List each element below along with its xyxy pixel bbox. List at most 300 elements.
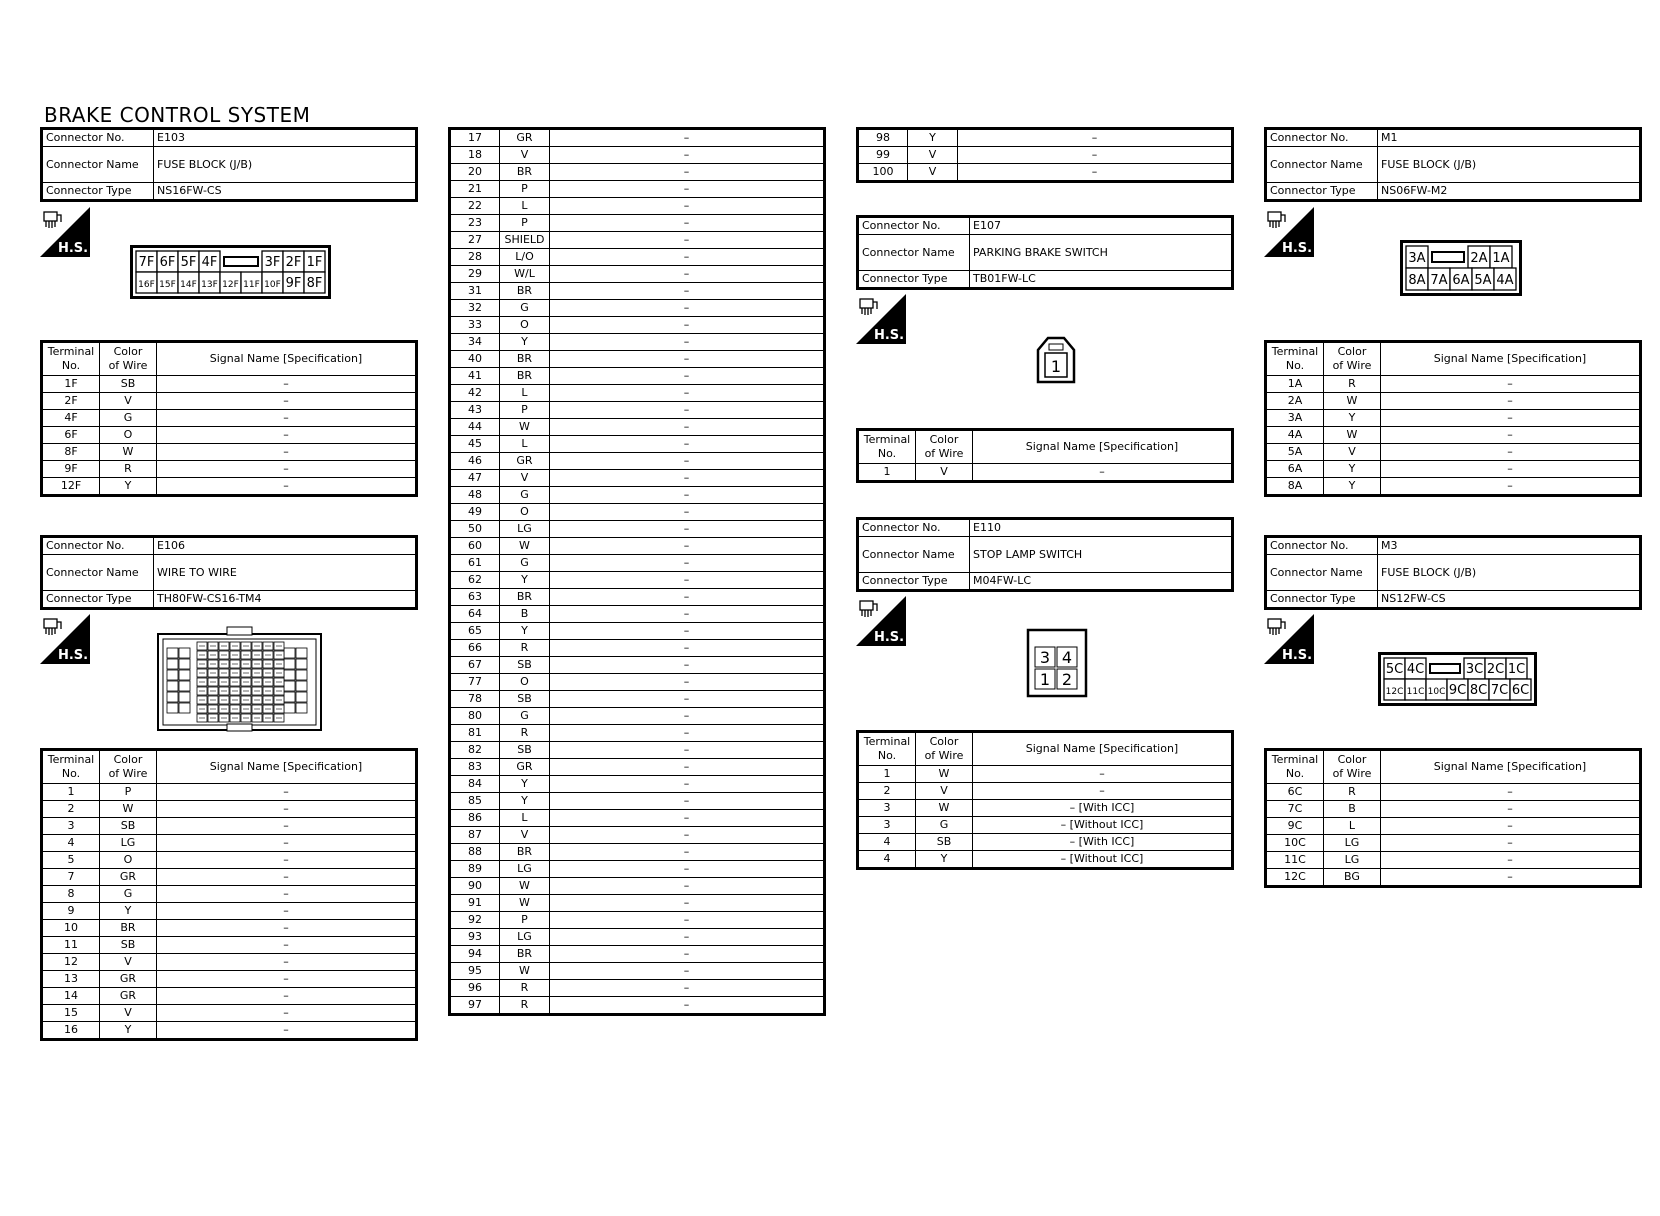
connector-name-value: PARKING BRAKE SWITCH <box>970 235 1233 271</box>
cell-signal-name: – <box>157 461 417 478</box>
label-connector-type: Connector Type <box>1266 591 1378 609</box>
cell-wire-color: R <box>1324 784 1381 801</box>
pin-label: 12C <box>1385 687 1404 698</box>
cell-signal-name: – <box>157 988 417 1005</box>
cell-terminal-no: 86 <box>450 810 500 827</box>
cell-wire-color: Y <box>500 623 550 640</box>
cell-terminal-no: 45 <box>450 436 500 453</box>
cell-signal-name: – <box>550 385 825 402</box>
table-row <box>1266 393 1641 410</box>
table-row <box>450 708 825 725</box>
cell-terminal-no: 12 <box>42 954 100 971</box>
cell-terminal-no: 22 <box>450 198 500 215</box>
pin-label: 5F <box>180 255 197 271</box>
table-row <box>450 453 825 470</box>
cell-wire-color: B <box>1324 801 1381 818</box>
table-row <box>450 674 825 691</box>
cell-terminal-no: 1F <box>42 376 100 393</box>
cell-terminal-no: 88 <box>450 844 500 861</box>
cell-signal-name: – <box>550 895 825 912</box>
header-color: Color of Wire <box>100 342 157 376</box>
connector-face-m3 <box>1378 652 1537 706</box>
cell-wire-color: BR <box>500 164 550 181</box>
cell-terminal-no: 32 <box>450 300 500 317</box>
cell-wire-color: W <box>1324 393 1381 410</box>
harness-side-icon <box>1264 614 1314 664</box>
cell-wire-color: G <box>916 817 973 834</box>
cell-signal-name: – <box>1381 461 1641 478</box>
table-row <box>450 504 825 521</box>
pin-label: 8C <box>1469 683 1488 699</box>
pin-3-label: 3 <box>1039 648 1051 667</box>
table-row <box>450 725 825 742</box>
connector-face-e110 <box>1026 628 1088 698</box>
pin-label: 2F <box>285 255 302 271</box>
terminal-table-m1 <box>1264 340 1642 497</box>
cell-terminal-no: 3 <box>858 800 916 817</box>
table-row <box>450 997 825 1015</box>
cell-signal-name: – <box>550 402 825 419</box>
cell-terminal-no: 8A <box>1266 478 1324 496</box>
cell-wire-color: R <box>500 980 550 997</box>
pin-label: 7F <box>138 255 155 271</box>
table-row <box>42 393 417 410</box>
cell-terminal-no: 15 <box>42 1005 100 1022</box>
cell-terminal-no: 67 <box>450 657 500 674</box>
connector-type-value: NS06FW-M2 <box>1378 183 1641 201</box>
table-row <box>450 861 825 878</box>
cell-wire-color: V <box>100 954 157 971</box>
pin-label: 4C <box>1406 662 1425 678</box>
cell-signal-name: – <box>550 419 825 436</box>
cell-wire-color: P <box>500 215 550 232</box>
pin-label: 14F <box>180 280 197 291</box>
table-row <box>450 215 825 232</box>
cell-terminal-no: 6A <box>1266 461 1324 478</box>
table-row <box>450 334 825 351</box>
cell-signal-name: – <box>550 555 825 572</box>
cell-wire-color: V <box>908 147 958 164</box>
cell-wire-color: L/O <box>500 249 550 266</box>
pin-4-label: 4 <box>1061 648 1073 667</box>
cell-terminal-no: 4A <box>1266 427 1324 444</box>
connector-info-e107 <box>856 215 1234 290</box>
cell-signal-name: – <box>550 606 825 623</box>
cell-wire-color: W <box>500 538 550 555</box>
label-connector-no: Connector No. <box>42 537 154 555</box>
pin-label: 8A <box>1408 272 1426 288</box>
cell-signal-name: – <box>550 572 825 589</box>
cell-terminal-no: 61 <box>450 555 500 572</box>
cell-signal-name: – <box>1381 835 1641 852</box>
table-row <box>42 1005 417 1022</box>
cell-wire-color: BR <box>500 844 550 861</box>
table-row <box>42 376 417 393</box>
cell-terminal-no: 9 <box>42 903 100 920</box>
table-row <box>450 419 825 436</box>
cell-terminal-no: 13 <box>42 971 100 988</box>
terminal-table-e107 <box>856 428 1234 483</box>
table-row <box>450 657 825 674</box>
cell-terminal-no: 18 <box>450 147 500 164</box>
table-row <box>450 623 825 640</box>
cell-wire-color: SB <box>100 818 157 835</box>
cell-wire-color: LG <box>500 521 550 538</box>
table-row <box>1266 376 1641 393</box>
cell-wire-color: LG <box>100 835 157 852</box>
cell-wire-color: Y <box>908 129 958 147</box>
table-row <box>42 954 417 971</box>
cell-signal-name: – <box>550 215 825 232</box>
cell-wire-color: W <box>100 444 157 461</box>
cell-terminal-no: 78 <box>450 691 500 708</box>
cell-signal-name: – <box>157 869 417 886</box>
cell-wire-color: G <box>500 487 550 504</box>
cell-terminal-no: 96 <box>450 980 500 997</box>
terminal-table-e106 <box>40 748 418 1041</box>
table-row <box>42 971 417 988</box>
cell-terminal-no: 10C <box>1266 835 1324 852</box>
cell-wire-color: W <box>100 801 157 818</box>
cell-terminal-no: 31 <box>450 283 500 300</box>
table-row <box>450 402 825 419</box>
pin-1-label: 1 <box>1039 670 1051 689</box>
cell-wire-color: L <box>500 198 550 215</box>
cell-signal-name: – <box>550 827 825 844</box>
cell-terminal-no: 5 <box>42 852 100 869</box>
pin-label: 1A <box>1492 250 1510 266</box>
cell-wire-color: W <box>916 800 973 817</box>
cell-terminal-no: 49 <box>450 504 500 521</box>
table-row <box>858 817 1233 834</box>
table-row <box>450 129 825 147</box>
connector-face-m1 <box>1400 240 1522 296</box>
cell-terminal-no: 98 <box>858 129 908 147</box>
cell-signal-name: – <box>550 708 825 725</box>
label-connector-type: Connector Type <box>42 591 154 609</box>
cell-wire-color: P <box>500 912 550 929</box>
cell-signal-name: – <box>157 954 417 971</box>
cell-signal-name: – <box>157 937 417 954</box>
pin-label: 5C <box>1385 662 1404 678</box>
table-row <box>450 827 825 844</box>
terminal-table-m3 <box>1264 748 1642 888</box>
cell-wire-color: GR <box>500 759 550 776</box>
cell-wire-color: O <box>500 504 550 521</box>
cell-signal-name: – <box>550 793 825 810</box>
table-row <box>450 929 825 946</box>
cell-wire-color: Y <box>1324 410 1381 427</box>
cell-wire-color: G <box>500 300 550 317</box>
cell-wire-color: V <box>500 470 550 487</box>
connector-name-value: FUSE BLOCK (J/B) <box>1378 147 1641 183</box>
cell-terminal-no: 50 <box>450 521 500 538</box>
table-row <box>42 478 417 496</box>
table-row <box>858 147 1233 164</box>
svg-text:H.S.: H.S. <box>57 648 89 663</box>
table-row <box>1266 784 1641 801</box>
cell-wire-color: Y <box>1324 478 1381 496</box>
connector-info-m1 <box>1264 127 1642 202</box>
header-terminal-no: Terminal No. <box>1266 750 1324 784</box>
pin-label: 3C <box>1465 662 1484 678</box>
cell-terminal-no: 43 <box>450 402 500 419</box>
label-connector-type: Connector Type <box>858 573 970 591</box>
table-row <box>450 232 825 249</box>
cell-terminal-no: 77 <box>450 674 500 691</box>
cell-terminal-no: 1 <box>858 464 916 482</box>
table-row <box>1266 801 1641 818</box>
cell-terminal-no: 10 <box>42 920 100 937</box>
cell-wire-color: GR <box>100 869 157 886</box>
cell-signal-name: – <box>157 852 417 869</box>
label-connector-type: Connector Type <box>42 183 154 201</box>
svg-text:H.S.: H.S. <box>1281 648 1313 663</box>
table-row <box>450 640 825 657</box>
cell-signal-name: – <box>550 963 825 980</box>
cell-wire-color: LG <box>500 861 550 878</box>
table-row <box>1266 818 1641 835</box>
cell-wire-color: L <box>500 810 550 827</box>
cell-terminal-no: 40 <box>450 351 500 368</box>
cell-signal-name: – <box>1381 801 1641 818</box>
cell-signal-name: – <box>550 725 825 742</box>
label-connector-no: Connector No. <box>1266 537 1378 555</box>
cell-wire-color: GR <box>100 988 157 1005</box>
cell-terminal-no: 80 <box>450 708 500 725</box>
cell-terminal-no: 97 <box>450 997 500 1015</box>
table-row <box>42 461 417 478</box>
table-row <box>450 436 825 453</box>
table-row <box>42 886 417 903</box>
table-row <box>450 164 825 181</box>
pin-label: 5A <box>1474 272 1492 288</box>
label-connector-type: Connector Type <box>858 271 970 289</box>
connector-type-value: NS12FW-CS <box>1378 591 1641 609</box>
table-row <box>450 895 825 912</box>
pin-label: 12F <box>222 280 239 291</box>
terminal-table-e103 <box>40 340 418 497</box>
table-row <box>858 851 1233 869</box>
cell-signal-name: – <box>958 164 1233 182</box>
cell-signal-name: – <box>550 198 825 215</box>
pin-1-label: 1 <box>1050 357 1062 376</box>
cell-signal-name: – <box>550 504 825 521</box>
cell-signal-name: – <box>157 376 417 393</box>
connector-no-value: M3 <box>1378 537 1641 555</box>
cell-wire-color: GR <box>500 129 550 147</box>
table-row <box>858 164 1233 182</box>
cell-terminal-no: 85 <box>450 793 500 810</box>
harness-side-icon <box>856 596 906 646</box>
table-row <box>42 835 417 852</box>
cell-terminal-no: 4F <box>42 410 100 427</box>
connector-no-value: M1 <box>1378 129 1641 147</box>
header-terminal-no: Terminal No. <box>1266 342 1324 376</box>
table-row <box>42 818 417 835</box>
cell-terminal-no: 63 <box>450 589 500 606</box>
table-row <box>450 317 825 334</box>
cell-terminal-no: 2 <box>42 801 100 818</box>
connector-no-value: E107 <box>970 217 1233 235</box>
cell-terminal-no: 47 <box>450 470 500 487</box>
cell-signal-name: – <box>958 129 1233 147</box>
cell-terminal-no: 3A <box>1266 410 1324 427</box>
cell-wire-color: V <box>500 827 550 844</box>
pin-label: 3F <box>264 255 281 271</box>
pin-label: 7C <box>1490 683 1509 699</box>
cell-terminal-no: 6F <box>42 427 100 444</box>
cell-wire-color: Y <box>500 334 550 351</box>
table-row <box>450 283 825 300</box>
cell-wire-color: L <box>500 436 550 453</box>
cell-wire-color: BR <box>500 946 550 963</box>
cell-signal-name: – <box>1381 427 1641 444</box>
label-connector-name: Connector Name <box>858 235 970 271</box>
cell-signal-name: – <box>157 971 417 988</box>
pin-label: 11C <box>1406 687 1425 698</box>
cell-wire-color: P <box>100 784 157 801</box>
cell-wire-color: LG <box>1324 835 1381 852</box>
cell-terminal-no: 64 <box>450 606 500 623</box>
header-signal: Signal Name [Specification] <box>973 430 1233 464</box>
cell-terminal-no: 82 <box>450 742 500 759</box>
cell-wire-color: Y <box>100 903 157 920</box>
cell-signal-name: – <box>550 538 825 555</box>
cell-terminal-no: 6C <box>1266 784 1324 801</box>
cell-wire-color: R <box>1324 376 1381 393</box>
cell-signal-name: – [With ICC] <box>973 800 1233 817</box>
cell-signal-name: – <box>157 818 417 835</box>
table-row <box>450 147 825 164</box>
cell-terminal-no: 100 <box>858 164 908 182</box>
cell-terminal-no: 2A <box>1266 393 1324 410</box>
connector-name-value: STOP LAMP SWITCH <box>970 537 1233 573</box>
cell-signal-name: – <box>550 147 825 164</box>
cell-signal-name: – <box>157 410 417 427</box>
cell-signal-name: – <box>550 164 825 181</box>
connector-face-e107 <box>1036 336 1076 384</box>
cell-signal-name: – <box>550 129 825 147</box>
cell-signal-name: – <box>1381 444 1641 461</box>
svg-text:H.S.: H.S. <box>57 241 89 256</box>
cell-wire-color: W <box>1324 427 1381 444</box>
table-row <box>450 538 825 555</box>
cell-signal-name: – [Without ICC] <box>973 851 1233 869</box>
cell-signal-name: – <box>550 589 825 606</box>
pin-label: 2A <box>1470 250 1488 266</box>
cell-terminal-no: 4 <box>42 835 100 852</box>
cell-terminal-no: 21 <box>450 181 500 198</box>
table-row <box>450 963 825 980</box>
cell-signal-name: – <box>1381 393 1641 410</box>
cell-wire-color: G <box>100 886 157 903</box>
cell-wire-color: R <box>500 997 550 1015</box>
cell-terminal-no: 92 <box>450 912 500 929</box>
cell-wire-color: V <box>100 393 157 410</box>
connector-info-m3 <box>1264 535 1642 610</box>
cell-wire-color: W/L <box>500 266 550 283</box>
cell-terminal-no: 23 <box>450 215 500 232</box>
cell-signal-name: – <box>157 903 417 920</box>
table-row <box>42 869 417 886</box>
cell-terminal-no: 16 <box>42 1022 100 1040</box>
header-signal: Signal Name [Specification] <box>973 732 1233 766</box>
label-connector-no: Connector No. <box>1266 129 1378 147</box>
table-row <box>1266 461 1641 478</box>
table-row <box>450 198 825 215</box>
pin-label: 3A <box>1408 250 1426 266</box>
cell-signal-name: – <box>550 232 825 249</box>
cell-terminal-no: 1 <box>858 766 916 783</box>
table-row <box>450 249 825 266</box>
cell-wire-color: BR <box>500 283 550 300</box>
cell-signal-name: – <box>550 878 825 895</box>
cell-terminal-no: 11 <box>42 937 100 954</box>
cell-terminal-no: 7C <box>1266 801 1324 818</box>
cell-terminal-no: 42 <box>450 385 500 402</box>
table-row <box>450 521 825 538</box>
cell-signal-name: – <box>157 784 417 801</box>
table-row <box>450 606 825 623</box>
connector-face-e103 <box>130 245 331 299</box>
cell-wire-color: GR <box>100 971 157 988</box>
table-row <box>450 572 825 589</box>
cell-terminal-no: 8F <box>42 444 100 461</box>
label-connector-name: Connector Name <box>858 537 970 573</box>
label-connector-no: Connector No. <box>42 129 154 147</box>
cell-signal-name: – <box>157 478 417 496</box>
pin-label: 4F <box>201 255 218 271</box>
cell-signal-name: – <box>157 801 417 818</box>
header-terminal-no: Terminal No. <box>42 750 100 784</box>
cell-terminal-no: 1A <box>1266 376 1324 393</box>
cell-wire-color: W <box>500 878 550 895</box>
cell-signal-name: – <box>1381 818 1641 835</box>
cell-signal-name: – <box>550 929 825 946</box>
cell-signal-name: – <box>973 783 1233 800</box>
table-row <box>42 1022 417 1040</box>
cell-terminal-no: 8 <box>42 886 100 903</box>
cell-signal-name: – <box>550 334 825 351</box>
cell-terminal-no: 3 <box>42 818 100 835</box>
cell-wire-color: W <box>500 963 550 980</box>
table-row <box>450 351 825 368</box>
cell-signal-name: – <box>550 470 825 487</box>
harness-side-icon <box>40 614 90 664</box>
cell-signal-name: – <box>1381 869 1641 887</box>
connector-no-value: E106 <box>154 537 417 555</box>
cell-wire-color: R <box>100 461 157 478</box>
cell-signal-name: – <box>550 521 825 538</box>
cell-terminal-no: 83 <box>450 759 500 776</box>
cell-signal-name: – <box>550 912 825 929</box>
connector-name-value: FUSE BLOCK (J/B) <box>154 147 417 183</box>
table-row <box>858 464 1233 482</box>
cell-signal-name: – <box>550 742 825 759</box>
cell-terminal-no: 17 <box>450 129 500 147</box>
cell-signal-name: – [With ICC] <box>973 834 1233 851</box>
cell-signal-name: – <box>550 640 825 657</box>
table-row <box>450 980 825 997</box>
table-row <box>450 266 825 283</box>
cell-signal-name: – <box>550 436 825 453</box>
cell-terminal-no: 89 <box>450 861 500 878</box>
table-row <box>450 759 825 776</box>
table-row <box>42 988 417 1005</box>
page-title: BRAKE CONTROL SYSTEM <box>44 103 311 127</box>
table-row <box>42 444 417 461</box>
